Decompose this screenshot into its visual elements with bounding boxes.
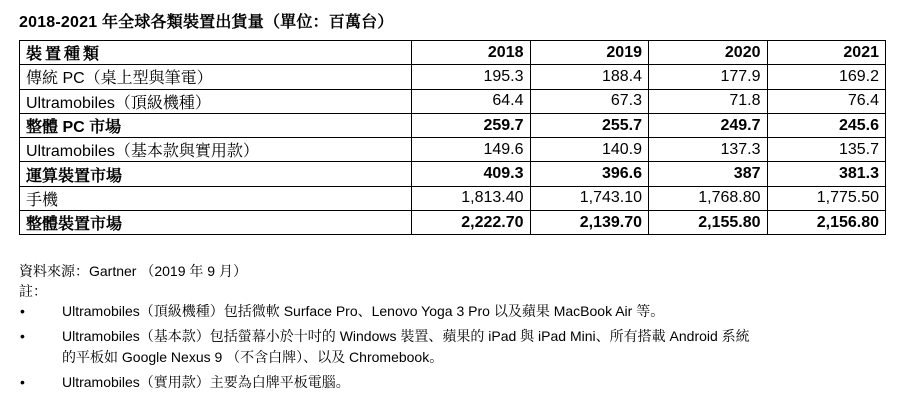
row-value-2019: 1,743.10	[530, 186, 649, 210]
source-note: 資料來源：Gartner （2019 年 9 月）	[19, 263, 247, 279]
row-value-2021: 76.4	[767, 89, 886, 113]
table-row	[20, 138, 886, 162]
note-text: Ultramobiles（實用款）主要為白牌平板電腦。	[62, 374, 350, 390]
table-title: 2018-2021 年全球各類裝置出貨量（單位：百萬台）	[19, 14, 394, 31]
row-value-2020: 177.9	[649, 65, 768, 89]
note-item	[19, 301, 885, 322]
note-text: Ultramobiles（基本款）包括螢幕小於十吋的 Windows 裝置、蘋果的 iPad 與 iPad Mini、所有搭載 Android 系統	[62, 328, 750, 344]
bullet-icon: •	[20, 303, 25, 319]
header-year-2019: 2019	[530, 41, 649, 65]
bullet-icon: •	[20, 328, 25, 344]
row-value-2020: 137.3	[649, 138, 768, 162]
row-value-2020: 2,155.80	[649, 211, 768, 235]
row-label: 傳統 PC（桌上型與筆電）	[20, 65, 412, 89]
row-value-2019: 188.4	[530, 65, 649, 89]
note-text: Ultramobiles（頂級機種）包括微軟 Surface Pro、Lenovo Yoga 3 Pro 以及蘋果 MacBook Air 等。	[62, 303, 665, 319]
row-value-2020: 71.8	[649, 89, 768, 113]
row-value-2018: 1,813.40	[412, 186, 531, 210]
notes-list	[19, 301, 885, 397]
table-body	[20, 41, 886, 235]
row-value-2021: 1,775.50	[767, 186, 886, 210]
row-label: 整體 PC 市場	[20, 113, 412, 137]
row-label: Ultramobiles（基本款與實用款）	[20, 138, 412, 162]
bullet-icon: •	[20, 374, 25, 390]
row-value-2021: 135.7	[767, 138, 886, 162]
header-year-2018: 2018	[412, 41, 531, 65]
row-value-2018: 2,222.70	[412, 211, 531, 235]
row-label: Ultramobiles（頂級機種）	[20, 89, 412, 113]
row-value-2019: 67.3	[530, 89, 649, 113]
row-value-2021: 2,156.80	[767, 211, 886, 235]
header-year-2021: 2021	[767, 41, 886, 65]
row-value-2018: 149.6	[412, 138, 531, 162]
table-row	[20, 65, 886, 89]
row-value-2021: 381.3	[767, 162, 886, 186]
row-value-2019: 140.9	[530, 138, 649, 162]
note-item	[19, 326, 885, 368]
note-item	[19, 372, 885, 393]
row-label: 手機	[20, 186, 412, 210]
row-value-2019: 396.6	[530, 162, 649, 186]
row-value-2018: 259.7	[412, 113, 531, 137]
header-device-type: 裝置種類	[20, 41, 412, 65]
note-text: 的平板如 Google Nexus 9 （不含白牌）、以及 Chromebook。	[62, 349, 444, 365]
notes-label: 註：	[19, 283, 47, 299]
row-value-2019: 255.7	[530, 113, 649, 137]
header-year-2020: 2020	[649, 41, 768, 65]
table-row	[20, 211, 886, 235]
row-value-2020: 249.7	[649, 113, 768, 137]
table-row	[20, 113, 886, 137]
table-header-row	[20, 41, 886, 65]
row-value-2021: 245.6	[767, 113, 886, 137]
table-row	[20, 162, 886, 186]
row-value-2018: 195.3	[412, 65, 531, 89]
row-label: 整體裝置市場	[20, 211, 412, 235]
row-value-2021: 169.2	[767, 65, 886, 89]
table-row	[20, 89, 886, 113]
row-value-2020: 1,768.80	[649, 186, 768, 210]
row-value-2018: 409.3	[412, 162, 531, 186]
row-label: 運算裝置市場	[20, 162, 412, 186]
shipments-table	[19, 40, 886, 235]
row-value-2020: 387	[649, 162, 768, 186]
table-row	[20, 186, 886, 210]
row-value-2018: 64.4	[412, 89, 531, 113]
row-value-2019: 2,139.70	[530, 211, 649, 235]
